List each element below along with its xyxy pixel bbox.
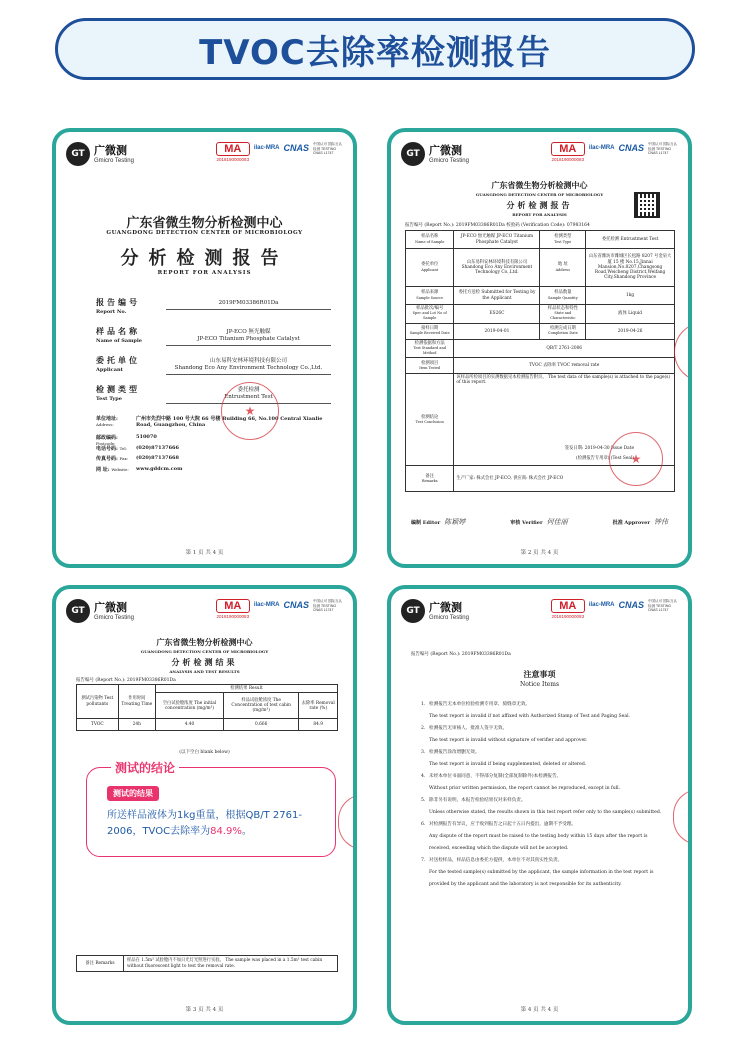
banner-title: TVOC去除率检测报告 bbox=[199, 32, 551, 73]
ma-mark-icon bbox=[216, 599, 250, 619]
certification-marks bbox=[216, 142, 343, 162]
logo-name-en: Gmicro Testing bbox=[94, 157, 134, 164]
field-applicant bbox=[96, 355, 331, 384]
report-title-en: REPORT FOR ANALYSIS bbox=[512, 212, 567, 217]
blank-below-note: (以下空白 blank below) bbox=[179, 750, 230, 755]
list-item: 5. 除非另有说明，本报告检验结果仅对来样负责。 Unless otherwise stated, the results shown in this test report refer only to the sample(s) submitted. bbox=[421, 798, 662, 815]
results-title: 分析检测结果 bbox=[171, 658, 238, 667]
field-label-en: Name of Sample bbox=[96, 338, 142, 344]
table-row: 检测结论 Test Conclusion 该样品所检项目的实测数据见本检测报告附页。 The test data of the sample(s) is attached to the page(s) of this report. 签发日期: 2019-04-30 Issue Date (检测报告专用章) (Test Seal) bbox=[406, 374, 675, 466]
organization-name: 广东省微生物分析检测中心 bbox=[126, 216, 283, 231]
notice-title-en: Notice Items bbox=[519, 681, 560, 688]
logo-name-en: Gmicro Testing bbox=[94, 614, 134, 621]
list-item: 4. 未经本单位书面同意，不得部分复制(全部复制除外)本检测报告。 Without prior written permission, the report cannot be reproduced, except in full. bbox=[421, 774, 621, 791]
test-seal-stamp-icon: ★ bbox=[609, 432, 663, 486]
page-footer: 第 4 页 共 4 页 bbox=[520, 1007, 559, 1013]
field-label: 报告编号 bbox=[96, 298, 140, 307]
issue-seal: (检测报告专用章) (Test Seal) bbox=[576, 456, 634, 462]
report-page-results[interactable] bbox=[52, 585, 357, 1025]
logo-name-cn: 广微测 bbox=[429, 600, 462, 614]
gmicro-logo bbox=[401, 599, 469, 623]
organization-name: 广东省微生物分析检测中心 bbox=[491, 181, 588, 190]
cnas-accreditation-text: 中国认可 国际互认 检测 TESTING CNAS L1747 bbox=[648, 142, 677, 155]
report-page-summary[interactable] bbox=[387, 128, 692, 568]
report-page-cover[interactable] bbox=[52, 128, 357, 568]
approver-signature: 批准 Approver 钟伟 bbox=[612, 518, 668, 526]
organization-name: 广东省微生物分析检测中心 bbox=[156, 638, 253, 647]
cnas-accreditation-text: 中国认可 国际互认 检测 TESTING CNAS L1747 bbox=[648, 599, 677, 612]
conclusion-text: 该样品所检项目的实测数据见本检测报告附页。 The test data of the sample(s) is attached to the page(s) of this report. bbox=[456, 375, 671, 386]
page-footer: 第 3 页 共 4 页 bbox=[185, 1007, 224, 1013]
ilac-mra-icon: ilac-MRA bbox=[253, 602, 280, 608]
cnas-accreditation-text: 中国认可 国际互认 检测 TESTING CNAS L1747 bbox=[313, 599, 342, 612]
ilac-mra-icon: ilac-MRA bbox=[253, 145, 280, 151]
results-table bbox=[76, 684, 338, 731]
ma-number: 2018190000083 bbox=[216, 157, 250, 162]
cnas-icon: CNAS bbox=[283, 143, 309, 153]
field-value: 委托检测 Entrustment Test bbox=[166, 387, 331, 404]
field-label-en: Report No. bbox=[96, 309, 127, 315]
callout-tag: 测试的结果 bbox=[107, 786, 159, 801]
ma-number: 2018190000083 bbox=[551, 157, 585, 162]
field-value: 山东易科安林环境科技有限公司 Shandong Eco Any Environment Technology Co.,Ltd. bbox=[166, 358, 331, 375]
field-label: 委托单位 bbox=[96, 356, 140, 365]
page-header bbox=[66, 599, 343, 629]
logo-name-en: Gmicro Testing bbox=[429, 157, 469, 164]
notice-list bbox=[421, 699, 670, 891]
report-title: 分析检测报告 bbox=[120, 248, 289, 269]
list-item: 3. 检测报告涂改增删无效。 The test report is invalid if being supplemented, deleted or altered. bbox=[421, 750, 587, 767]
field-label-en: Applicant bbox=[96, 367, 123, 373]
ilac-mra-icon: ilac-MRA bbox=[588, 145, 615, 151]
ma-number: 2018190000083 bbox=[216, 614, 250, 619]
page-footer: 第 1 页 共 4 页 bbox=[185, 550, 224, 556]
ma-mark-icon bbox=[216, 142, 250, 162]
field-sample-name bbox=[96, 326, 331, 355]
report-number-line: 报告编号 (Report No.): 2019FM03386R01Da bbox=[76, 678, 176, 683]
table-row: 样品来源 Sample Source 委托方送检 Submitted for Testing by the Applicant 样品数量 Sample Quantity 1kg bbox=[406, 287, 675, 305]
field-test-type bbox=[96, 384, 331, 413]
list-item: 6. 对检测报告有异议，应于收到报告之日起十五日内提出，逾期不予受理。 Any dispute of the report must be raised to the testing body within 15 days after the report is received, exceeding which the dispute will not be accepted. bbox=[421, 822, 648, 851]
signatures bbox=[411, 517, 668, 527]
contact-row: 单位地址: Address: 广州市先烈中路 100 号大院 66 号楼 Building 66, No.100 Central Xianlie Road, Guangzhou, China bbox=[96, 416, 323, 428]
gt-logo-icon: GT bbox=[401, 142, 425, 166]
notice-title: 注意事项 bbox=[523, 670, 556, 679]
cnas-icon: CNAS bbox=[618, 600, 644, 610]
certification-marks bbox=[551, 142, 678, 162]
ma-mark-icon bbox=[551, 599, 585, 619]
verifier-signature: 审核 Verifier 何佳丽 bbox=[510, 518, 568, 526]
report-banner bbox=[55, 18, 695, 80]
conclusion-callout bbox=[86, 761, 336, 857]
logo-name-cn: 广微测 bbox=[429, 143, 462, 157]
certification-marks bbox=[551, 599, 678, 619]
page-header bbox=[401, 599, 678, 629]
contact-row: 电话号码: Tel: (020)87137666 bbox=[96, 444, 180, 452]
gt-logo-icon: GT bbox=[401, 599, 425, 623]
field-report-no bbox=[96, 297, 331, 326]
editor-signature: 编制 Editor 陈颖婷 bbox=[411, 518, 466, 526]
gmicro-logo bbox=[66, 599, 134, 623]
official-stamp-icon: ★ bbox=[221, 382, 279, 440]
paging-seal-icon bbox=[674, 322, 692, 382]
page-header bbox=[66, 142, 343, 172]
removal-rate-highlight: 84.9% bbox=[210, 826, 242, 837]
logo-name-en: Gmicro Testing bbox=[429, 614, 469, 621]
report-number-line: 报告编号 (Report No.): 2019FM03386R01Da 校验码 (Verification Code): 07983164 bbox=[405, 223, 590, 228]
gt-logo-icon: GT bbox=[66, 599, 90, 623]
report-title-en: REPORT FOR ANALYSIS bbox=[157, 270, 252, 276]
field-label: 样品名称 bbox=[96, 327, 140, 336]
list-item: 1. 检测报告无本单位检验检测专用章、骑缝章无效。 The test report is invalid if not affixed with Authorized Stamp of Test and Paging Seal. bbox=[421, 702, 631, 719]
cnas-icon: CNAS bbox=[618, 143, 644, 153]
table-row: 样品批次/编号 Spec and Lot No of Sample ES26C 样品状态和特性 State and Characteristic 液体 Liquid bbox=[406, 305, 675, 324]
ilac-mra-icon: ilac-MRA bbox=[588, 602, 615, 608]
table-row: 备注 Remarks 生产厂家: 株式会社 JP-ECO, 供应商: 株式会社 JP-ECO bbox=[406, 466, 675, 492]
gmicro-logo bbox=[401, 142, 469, 166]
ma-label: MA bbox=[216, 599, 250, 613]
issue-date: 签发日期: 2019-04-30 Issue Date bbox=[564, 446, 634, 452]
paging-seal-icon bbox=[673, 789, 692, 845]
paging-seal-icon bbox=[338, 794, 357, 850]
ma-number: 2018190000083 bbox=[551, 614, 585, 619]
page-header bbox=[401, 142, 678, 172]
table-row: 委托单位 Applicant 山东易科安林环境科技有限公司 Shandong Eco Any Environment Technology Co.,Ltd. 地 址 Address 山东省潍坊市潍城区长松路 8207 号金泉大厦 15 楼 No.15,Jinnai Mansion,No.8207,Changsong Road,Weicheng District,Weifang City,Shandong Province bbox=[406, 249, 675, 287]
table-row: 测试污染物 Test pollutants 作用时间 Treating Time 检测结果 Result bbox=[77, 685, 338, 693]
certification-marks bbox=[216, 599, 343, 619]
contact-info bbox=[96, 415, 336, 476]
organization-name-en: GUANGDONG DETECTION CENTER OF MICROBIOLOGY bbox=[475, 192, 604, 197]
ma-mark-icon bbox=[551, 142, 585, 162]
organization-name-en: GUANGDONG DETECTION CENTER OF MICROBIOLOGY bbox=[106, 230, 303, 236]
field-label: 检测类型 bbox=[96, 385, 140, 394]
table-row: TVOC 24h 4.40 0.666 84.9 bbox=[77, 719, 338, 731]
list-item: 2. 检测报告无审核人、批准人签字无效。 The test report is invalid without signature of verifier and approver. bbox=[421, 726, 588, 743]
table-row: 空白试验舱浓度 The initial concentration (mg/m³) 样品试验舱浓度 The Concentration of test cabin (mg/m³) 去除率 Removal rate (%) bbox=[77, 693, 338, 719]
qr-code-icon[interactable] bbox=[634, 192, 660, 218]
gt-logo-icon: GT bbox=[66, 142, 90, 166]
callout-text: 所送样品液体为1kg重量，根据QB/T 2761-2006，TVOC去除率为84.9%。 bbox=[107, 810, 302, 837]
cnas-accreditation-text: 中国认可 国际互认 检测 TESTING CNAS L1747 bbox=[313, 142, 342, 155]
table-row: 检测项目 Item Tested TVOC 去除率 TVOC removal rate bbox=[406, 358, 675, 374]
table-row: 检测依据和方法 Test Standard and Method QB/T 2761-2006 bbox=[406, 339, 675, 358]
ma-label: MA bbox=[551, 142, 585, 156]
field-label-en: Test Type bbox=[96, 396, 122, 402]
report-number-line: 报告编号 (Report No.): 2019FM03386R01Da bbox=[411, 652, 511, 657]
logo-name-cn: 广微测 bbox=[94, 143, 127, 157]
logo-name-cn: 广微测 bbox=[94, 600, 127, 614]
contact-row: 邮政编码: Postcode: 510070 bbox=[96, 434, 157, 446]
ma-label: MA bbox=[216, 142, 250, 156]
gmicro-logo bbox=[66, 142, 134, 166]
callout-title: 测试的结论 bbox=[111, 759, 179, 776]
results-title-en: ANALYSIS AND TEST RESULTS bbox=[169, 669, 240, 674]
table-row: 样品名称 Name of Sample JP-ECO 無光触媒 JP-ECO Titanium Phosphate Catalyst 检测类型 Test Type 委托检测 Entrustment Test bbox=[406, 231, 675, 249]
page-footer: 第 2 页 共 4 页 bbox=[520, 550, 559, 556]
cnas-icon: CNAS bbox=[283, 600, 309, 610]
contact-row: 传真号码: Fax: (020)87137668 bbox=[96, 455, 180, 462]
contact-row: 网 址: Website: www.gddcm.com bbox=[96, 465, 183, 473]
list-item: 7. 对送检样品，样品信息由委托方提供，本单位不对其真实性负责。 For the tested sample(s) submitted by the applicant, the sample information in the test report is provided by the applicant and the laboratory is not responsible for its authenticity. bbox=[421, 858, 654, 887]
remarks-table bbox=[76, 955, 338, 972]
field-value: 2019FM03386R01Da bbox=[166, 300, 331, 310]
cover-fields bbox=[96, 297, 331, 413]
table-row: 接样日期 Sample Received Date 2019-04-01 检测完成日期 Completion Date 2019-04-26 bbox=[406, 323, 675, 339]
report-title: 分析检测报告 bbox=[506, 201, 573, 210]
organization-name-en: GUANGDONG DETECTION CENTER OF MICROBIOLOGY bbox=[140, 649, 269, 654]
ma-label: MA bbox=[551, 599, 585, 613]
report-page-notice[interactable] bbox=[387, 585, 692, 1025]
table-row: 备注 Remarks 样品在 1.5m³ 试验舱内不加日光灯光照进行实验。 The sample was placed in a 1.5m³ test cabin without fluorescent light to test the removal rate. bbox=[77, 956, 338, 972]
field-value: JP-ECO 無光触媒 JP-ECO Titanium Phosphate Catalyst bbox=[166, 329, 331, 346]
